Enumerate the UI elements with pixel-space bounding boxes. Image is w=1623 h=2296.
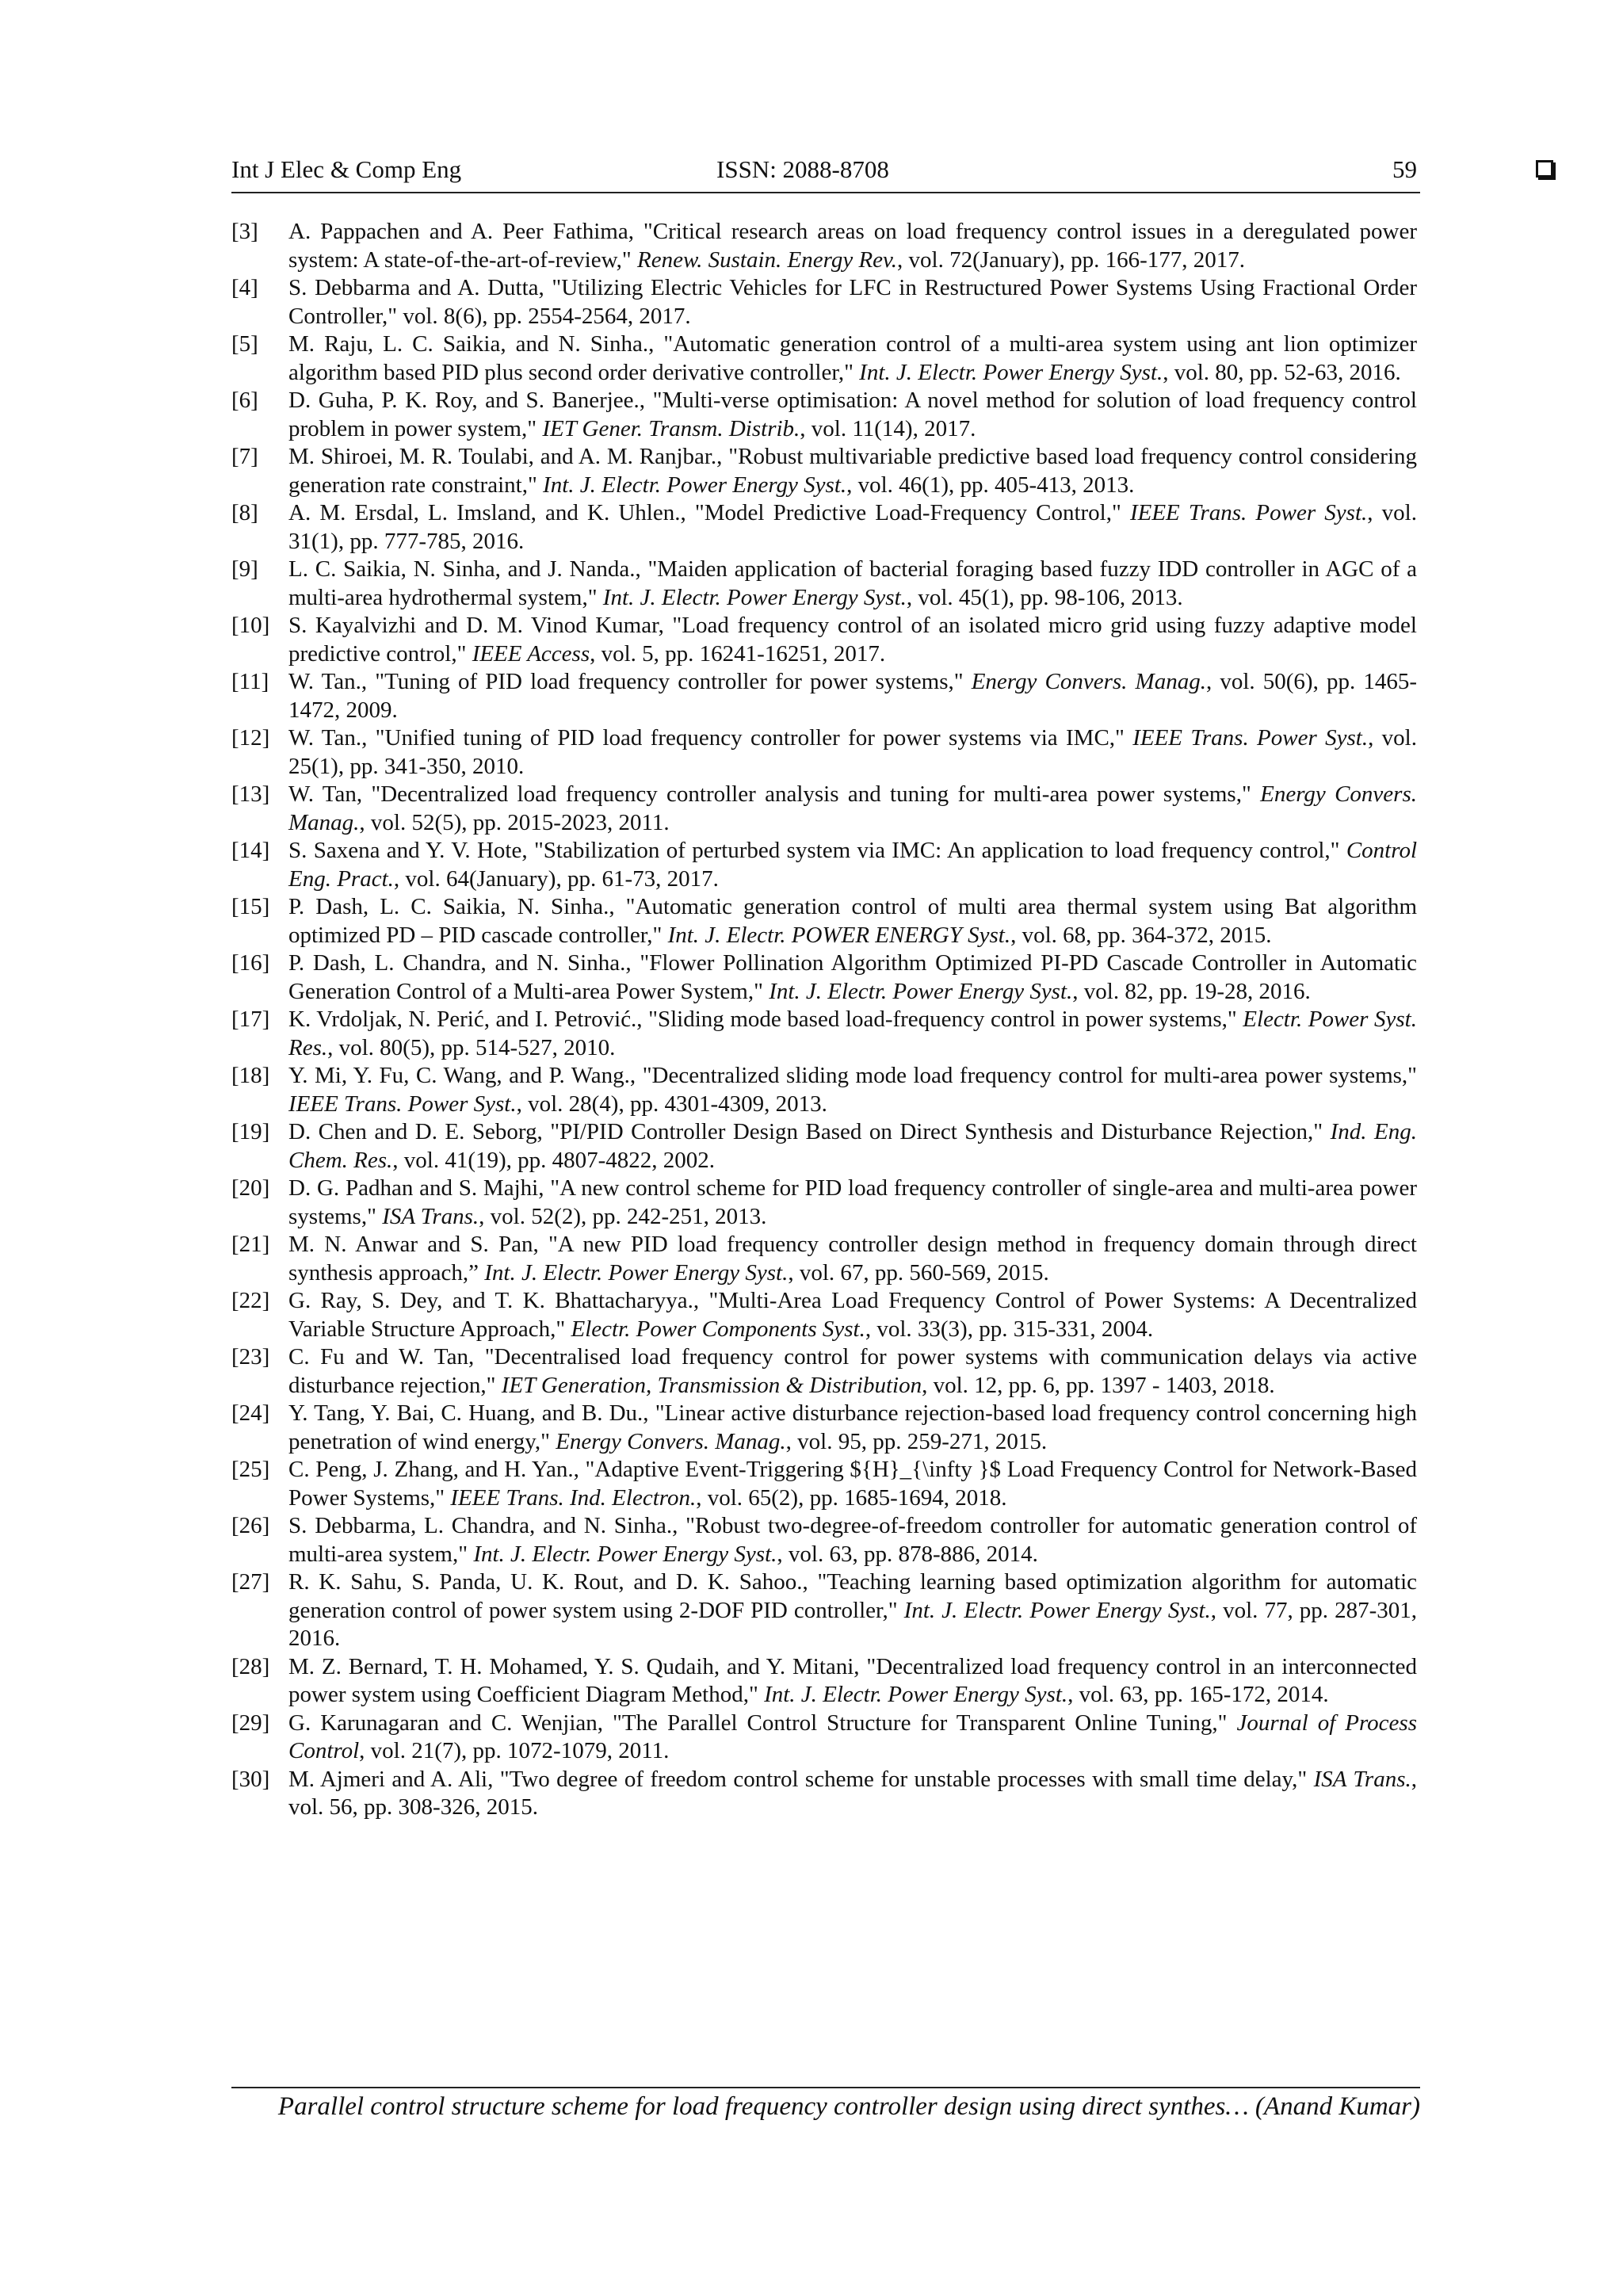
reference-details: , vol. 28(4), pp. 4301-4309, 2013. (516, 1091, 827, 1117)
reference-authors-title: G. Ray, S. Dey, and T. K. Bhattacharyya., "Multi-Area Load Frequency Control of Power Systems: A Decentralized Variable Structure Approach," (288, 1288, 1417, 1342)
reference-item (231, 781, 1417, 837)
reference-number: [16] (231, 950, 270, 976)
reference-text (288, 1568, 1417, 1653)
reference-number: [5] (231, 331, 258, 357)
reference-venue: Int. J. Electr. POWER ENERGY Syst. (667, 922, 1011, 948)
reference-item (231, 1710, 1417, 1766)
reference-text (288, 387, 1417, 443)
reference-number: [10] (231, 613, 270, 638)
reference-details: , vol. 52(5), pp. 2015-2023, 2011. (359, 809, 670, 835)
reference-text (288, 724, 1417, 781)
reference-number: [28] (231, 1653, 270, 1679)
reference-authors-title: S. Kayalvizhi and D. M. Vinod Kumar, "Load frequency control of an isolated micro grid using fuzzy adaptive model predictive control," (288, 613, 1417, 667)
reference-authors-title: W. Tan, "Decentralized load frequency controller analysis and tuning for multi-area power systems," (288, 781, 1261, 807)
reference-number: [29] (231, 1710, 270, 1736)
reference-authors-title: M. Ajmeri and A. Ali, "Two degree of freedom control scheme for unstable processes with small time delay," (288, 1766, 1314, 1792)
reference-details: , vol. 50(6), pp. 1465-1472, 2009. (288, 669, 1418, 723)
reference-details: , vol. 56, pp. 308-326, 2015. (288, 1766, 1417, 1820)
reference-text (288, 274, 1417, 330)
reference-authors-title: W. Tan., "Unified tuning of PID load frequency controller for power systems via IMC," (288, 725, 1133, 751)
reference-authors-title: A. Pappachen and A. Peer Fathima, "Critical research areas on load frequency control issues in a deregulated power system: A state-of-the-art-of-review," (288, 219, 1417, 273)
reference-item (231, 330, 1417, 387)
reference-details: , vol. 21(7), pp. 1072-1079, 2011. (359, 1738, 670, 1763)
reference-authors-title: M. N. Anwar and S. Pan, "A new PID load frequency controller design method in frequency domain through direct synthesis approach,” (288, 1232, 1417, 1286)
reference-venue: ISA Trans. (382, 1203, 479, 1229)
reference-item (231, 1568, 1417, 1653)
reference-item (231, 1175, 1417, 1231)
reference-venue: Electr. Power Components Syst. (571, 1316, 865, 1342)
reference-details: , vol. 5, pp. 16241-16251, 2017. (590, 640, 886, 667)
reference-venue: ISA Trans. (1313, 1766, 1411, 1792)
reference-item (231, 837, 1417, 893)
reference-item (231, 1231, 1417, 1287)
reference-item (231, 1653, 1417, 1710)
reference-venue: IET Generation, Transmission & Distribution (501, 1372, 922, 1398)
reference-list (231, 218, 1417, 1822)
reference-authors-title: G. Karunagaran and C. Wenjian, "The Parallel Control Structure for Transparent Online Tuning," (288, 1710, 1237, 1736)
reference-details: , vol. 41(19), pp. 4807-4822, 2002. (392, 1147, 716, 1173)
reference-number: [30] (231, 1766, 270, 1792)
reference-authors-title: M. Raju, L. C. Saikia, and N. Sinha., "Automatic generation control of a multi-area system using ant lion optimizer algorithm based PID plus second order derivative controller," (288, 331, 1417, 385)
reference-text (288, 893, 1417, 949)
reference-venue: Energy Convers. Manag. (971, 669, 1206, 694)
reference-authors-title: M. Z. Bernard, T. H. Mohamed, Y. S. Qudaih, and Y. Mitani, "Decentralized load frequency control in an interconnected power system using Coefficient Diagram Method," (288, 1653, 1417, 1707)
reference-details: , vol. 12, pp. 6, pp. 1397 - 1403, 2018. (922, 1372, 1275, 1398)
reference-venue: IEEE Trans. Power Syst. (1132, 725, 1369, 751)
reference-authors-title: M. Shiroei, M. R. Toulabi, and A. M. Ranjbar., "Robust multivariable predictive based load frequency control considering generation rate constraint," (288, 444, 1417, 498)
reference-number: [26] (231, 1513, 270, 1538)
reference-venue: IET Gener. Transm. Distrib. (542, 415, 800, 441)
reference-authors-title: D. G. Padhan and S. Majhi, "A new control scheme for PID load frequency controller of single-area and multi-area power systems," (288, 1175, 1417, 1229)
reference-text (288, 1512, 1417, 1568)
reference-number: [14] (231, 838, 270, 863)
reference-number: [25] (231, 1457, 270, 1482)
reference-text (288, 1062, 1417, 1118)
reference-text (288, 781, 1417, 837)
page-header (231, 152, 1420, 193)
reference-item (231, 1343, 1417, 1400)
journal-name: Int J Elec & Comp Eng (231, 155, 462, 183)
reference-details: , vol. 82, pp. 19-28, 2016. (1072, 978, 1311, 1004)
reference-authors-title: Y. Tang, Y. Bai, C. Huang, and B. Du., "Linear active disturbance rejection-based load frequency control concerning high penetration of wind energy," (288, 1400, 1417, 1454)
reference-text (288, 1175, 1417, 1231)
reference-details: , vol. 31(1), pp. 777-785, 2016. (288, 500, 1417, 554)
reference-number: [13] (231, 781, 270, 807)
reference-text (288, 1287, 1417, 1343)
reference-details: , vol. 68, pp. 364-372, 2015. (1010, 922, 1272, 948)
reference-venue: Energy Convers. Manag. (556, 1428, 786, 1454)
reference-number: [15] (231, 894, 270, 919)
reference-details: , vol. 46(1), pp. 405-413, 2013. (846, 472, 1135, 498)
reference-number: [18] (231, 1063, 270, 1088)
reference-authors-title: A. M. Ersdal, L. Imsland, and K. Uhlen., "Model Predictive Load-Frequency Control," (288, 500, 1130, 525)
reference-venue: Int. J. Electr. Power Energy Syst. (859, 359, 1163, 385)
reference-venue: Renew. Sustain. Energy Rev. (636, 246, 898, 273)
reference-venue: Int. J. Electr. Power Energy Syst. (602, 584, 907, 610)
reference-number: [27] (231, 1569, 270, 1595)
reference-venue: Ind. Eng. Chem. Res. (288, 1119, 1418, 1173)
page-number: 59 (1392, 155, 1417, 183)
reference-details: , vol. 67, pp. 560-569, 2015. (788, 1259, 1049, 1286)
reference-details: , vol. 45(1), pp. 98-106, 2013. (906, 584, 1183, 610)
reference-item (231, 1006, 1417, 1062)
reference-text (288, 837, 1417, 893)
reference-item (231, 387, 1417, 443)
reference-item (231, 1400, 1417, 1456)
reference-text (288, 949, 1417, 1006)
checkbox-square-icon (1536, 160, 1553, 178)
reference-item (231, 1456, 1417, 1512)
reference-number: [20] (231, 1175, 270, 1201)
reference-venue: Int. J. Electr. Power Energy Syst. (473, 1541, 777, 1567)
reference-authors-title: C. Fu and W. Tan, "Decentralised load frequency control for power systems with communication delays via active disturbance rejection," (288, 1344, 1417, 1398)
reference-item (231, 668, 1417, 724)
reference-number: [3] (231, 219, 258, 244)
reference-details: , vol. 72(January), pp. 166-177, 2017. (897, 246, 1245, 273)
reference-number: [6] (231, 388, 258, 413)
reference-item (231, 893, 1417, 949)
reference-venue: Energy Convers. Manag. (288, 781, 1418, 835)
reference-number: [24] (231, 1400, 270, 1426)
reference-text (288, 1343, 1417, 1400)
reference-authors-title: D. Chen and D. E. Seborg, "PI/PID Controller Design Based on Direct Synthesis and Disturbance Rejection," (288, 1119, 1331, 1144)
reference-item (231, 1287, 1417, 1343)
reference-item (231, 556, 1417, 612)
reference-text (288, 443, 1417, 499)
reference-number: [12] (231, 725, 270, 751)
reference-number: [23] (231, 1344, 270, 1370)
reference-item (231, 1512, 1417, 1568)
reference-number: [7] (231, 444, 258, 469)
reference-number: [11] (231, 669, 269, 694)
running-footer: Parallel control structure scheme for load frequency controller design using direct synthes… (Anand Kumar) (277, 2092, 1420, 2121)
reference-authors-title: C. Peng, J. Zhang, and H. Yan., "Adaptive Event-Triggering ${H}_{\infty }$ Load Frequency Control for Network-Based Power Systems," (288, 1457, 1417, 1511)
reference-text (288, 1231, 1417, 1287)
reference-venue: Int. J. Electr. Power Energy Syst. (903, 1597, 1211, 1623)
reference-details: , vol. 52(2), pp. 242-251, 2013. (479, 1203, 767, 1229)
reference-details: , vol. 77, pp. 287-301, 2016. (288, 1597, 1417, 1651)
reference-authors-title: S. Debbarma, L. Chandra, and N. Sinha., "Robust two-degree-of-freedom controller for automatic generation control of multi-area system," (288, 1513, 1417, 1567)
reference-venue: Electr. Power Syst. Res. (288, 1007, 1417, 1060)
reference-details: , vol. 25(1), pp. 341-350, 2010. (288, 725, 1417, 779)
reference-number: [9] (231, 556, 258, 582)
reference-text (288, 499, 1417, 556)
reference-item (231, 949, 1417, 1006)
reference-venue: Journal of Process Control (288, 1710, 1417, 1763)
reference-text (288, 612, 1417, 668)
reference-text (288, 668, 1417, 724)
reference-item (231, 443, 1417, 499)
reference-text (288, 218, 1417, 274)
reference-authors-title: D. Guha, P. K. Roy, and S. Banerjee., "Multi-verse optimisation: A novel method for solution of load frequency control problem in power system," (288, 388, 1417, 441)
reference-authors-title: P. Dash, L. C. Saikia, N. Sinha., "Automatic generation control of multi area thermal system using Bat algorithm optimized PD – PID cascade controller," (288, 894, 1417, 948)
reference-venue: Int. J. Electr. Power Energy Syst. (764, 1682, 1068, 1707)
reference-text (288, 1456, 1417, 1512)
reference-number: [4] (231, 275, 258, 300)
reference-text (288, 1710, 1417, 1766)
reference-authors-title: S. Saxena and Y. V. Hote, "Stabilization of perturbed system via IMC: An application to load frequency control," (288, 838, 1346, 863)
reference-details: , vol. 63, pp. 165-172, 2014. (1067, 1682, 1329, 1707)
reference-text (288, 1766, 1417, 1822)
reference-details: , vol. 65(2), pp. 1685-1694, 2018. (696, 1484, 1007, 1511)
reference-text (288, 1400, 1417, 1456)
reference-authors-title: Y. Mi, Y. Fu, C. Wang, and P. Wang., "Decentralized sliding mode load frequency control for multi-area power systems," (288, 1063, 1417, 1088)
reference-number: [22] (231, 1288, 270, 1313)
reference-authors-title: R. K. Sahu, S. Panda, U. K. Rout, and D. K. Sahoo., "Teaching learning based optimization algorithm for automatic generation control of power system using 2-DOF PID controller," (288, 1569, 1417, 1623)
reference-text (288, 330, 1417, 387)
reference-venue: Int. J. Electr. Power Energy Syst. (484, 1259, 789, 1286)
reference-number: [8] (231, 500, 258, 525)
reference-item (231, 499, 1417, 556)
reference-details: , vol. 11(14), 2017. (800, 415, 976, 441)
reference-venue: Control Eng. Pract. (288, 838, 1417, 892)
reference-item (231, 1118, 1417, 1175)
reference-item (231, 612, 1417, 668)
reference-item (231, 1062, 1417, 1118)
reference-text (288, 1118, 1417, 1175)
reference-number: [21] (231, 1232, 270, 1257)
reference-item (231, 218, 1417, 274)
issn: ISSN: 2088-8708 (716, 155, 889, 183)
reference-authors-title: P. Dash, L. Chandra, and N. Sinha., "Flower Pollination Algorithm Optimized PI-PD Cascade Controller in Automatic Generation Control of a Multi-area Power System," (288, 950, 1417, 1004)
reference-details: , vol. 63, pp. 878-886, 2014. (777, 1541, 1038, 1567)
reference-text (288, 556, 1417, 612)
reference-text (288, 1006, 1417, 1062)
reference-venue: Int. J. Electr. Power Energy Syst. (769, 978, 1073, 1004)
reference-authors-title: K. Vrdoljak, N. Perić, and I. Petrović., "Sliding mode based load-frequency control in power systems," (288, 1007, 1243, 1032)
reference-venue: Int. J. Electr. Power Energy Syst. (543, 472, 847, 498)
reference-venue: IEEE Trans. Power Syst. (288, 1091, 517, 1117)
reference-details: , vol. 33(3), pp. 315-331, 2004. (865, 1316, 1154, 1342)
reference-details: , vol. 80(5), pp. 514-527, 2010. (327, 1034, 616, 1060)
reference-venue: IEEE Trans. Power Syst. (1129, 500, 1368, 525)
reference-details: , vol. 64(January), pp. 61-73, 2017. (393, 865, 719, 892)
reference-authors-title: L. C. Saikia, N. Sinha, and J. Nanda., "Maiden application of bacterial foraging based fuzzy IDD controller in AGC of a multi-area hydrothermal system," (288, 556, 1417, 610)
reference-details: , vol. 95, pp. 259-271, 2015. (785, 1428, 1048, 1454)
reference-venue: IEEE Trans. Ind. Electron. (450, 1484, 697, 1511)
reference-item (231, 274, 1417, 330)
footer-divider (231, 2087, 1420, 2088)
reference-item (231, 724, 1417, 781)
reference-venue: IEEE Access (472, 640, 590, 667)
reference-details: , vol. 80, pp. 52-63, 2016. (1163, 359, 1401, 385)
reference-number: [17] (231, 1007, 270, 1032)
reference-number: [19] (231, 1119, 270, 1144)
reference-item (231, 1766, 1417, 1822)
reference-text (288, 1653, 1417, 1710)
reference-authors-title: W. Tan., "Tuning of PID load frequency controller for power systems," (288, 669, 972, 694)
reference-authors-title: S. Debbarma and A. Dutta, "Utilizing Electric Vehicles for LFC in Restructured Power Systems Using Fractional Order Controller," vol. 8(6), pp. 2554-2564, 2017. (288, 275, 1417, 329)
